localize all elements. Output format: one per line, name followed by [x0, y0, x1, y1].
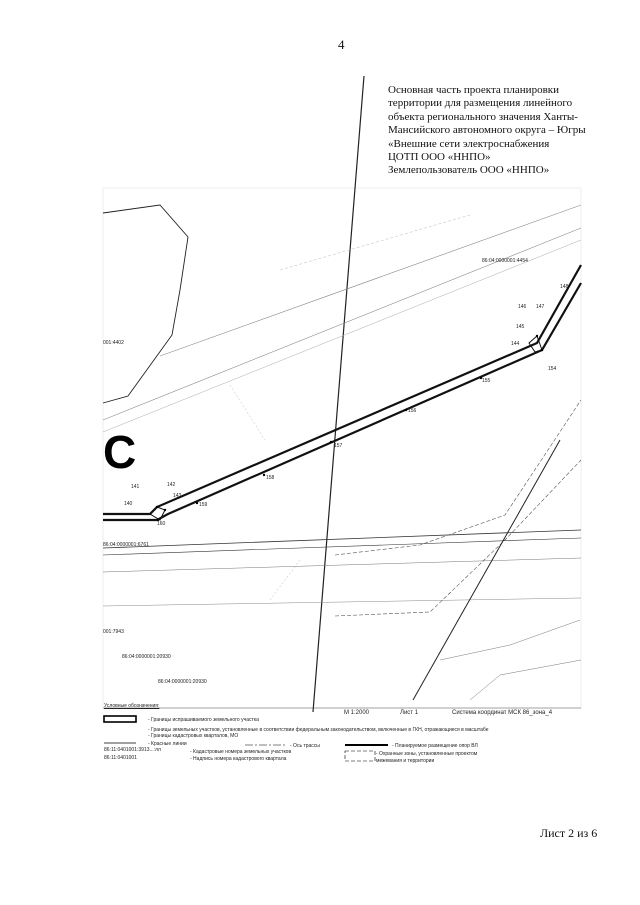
point-number: 141	[131, 484, 140, 490]
dashed-mark-2	[270, 560, 300, 600]
road-line-4	[103, 598, 581, 606]
legend-parcel: - Границы испрашиваемого земельного участка	[148, 717, 259, 723]
map-letter: C	[103, 426, 137, 478]
point-number: 140	[124, 501, 133, 507]
point-number: 159	[199, 502, 208, 508]
point-number: 142	[167, 482, 176, 488]
parcel-label: 86:04:0000001:20930	[158, 679, 207, 685]
legend-header: Условные обозначения:	[104, 703, 160, 709]
legend-quarters: - Границы кадастровых кварталов, МО	[148, 733, 239, 739]
parcel-label: 86:04:0000001:4454	[482, 258, 528, 264]
title-line: ЦОТП ООО «ННПО»	[388, 151, 491, 164]
light-line-1	[103, 228, 581, 420]
title-line: объекта регионального значения Ханты-	[388, 110, 578, 123]
point-number: 154	[548, 366, 557, 372]
map-scale: М 1:2000	[344, 710, 370, 716]
point-number: 144	[511, 341, 520, 347]
point-number: 158	[266, 475, 275, 481]
point-number: 145	[516, 324, 525, 330]
dashed-boundary	[280, 215, 470, 270]
parcel-label: 001:7943	[103, 629, 124, 635]
land-user: Землепользователь ООО «ННПО»	[388, 164, 550, 177]
parcel-boundary-upper-left	[103, 205, 188, 403]
legend-land: - Границы земельных участков, установленные в соответствии федеральным законодательством, включенные в ГКН, отражающиеся в масштабе	[148, 727, 489, 733]
parcel-label: 001:4402	[103, 340, 124, 346]
dashed-mark-1	[230, 385, 265, 440]
point-number: 160	[157, 521, 166, 527]
legend-quarter-caption: - Надпись номера кадастрового квартала	[190, 756, 287, 762]
point-number: 146	[518, 304, 527, 310]
parcel-label: 86:04:0000001:20930	[122, 654, 171, 660]
coordinate-system: Система координат МСК 86_зона_4	[452, 710, 553, 716]
legend-survey: межевания и территории	[376, 758, 435, 764]
light-line-3	[160, 205, 581, 356]
lower-right-curve	[440, 620, 580, 660]
point-number: 157	[334, 443, 343, 449]
legend-zones: - Охранные зоны, установленные проектом	[376, 751, 478, 757]
legend-supports: - Планируемое размещение опор ВЛ	[392, 743, 478, 749]
legend-sheet: Лист 1	[400, 710, 419, 716]
title-line: Основная часть проекта планировки	[388, 84, 559, 96]
legend-cad-numbers: - Кадастровые номера земельных участков	[190, 749, 292, 755]
title-line: Мансийского автономного округа – Югры	[388, 124, 586, 137]
page-number: 4	[338, 37, 345, 52]
light-line-2	[103, 240, 581, 432]
point-number: 143	[173, 493, 182, 499]
title-line: территории для размещения линейного	[388, 97, 573, 110]
road-line-1	[103, 530, 581, 548]
parcel-label: 86:04:0000001:6761	[103, 542, 149, 548]
sheet-counter: Лист 2 из 6	[540, 826, 598, 840]
corridor-upper	[103, 265, 581, 514]
lower-right-curve-2	[470, 660, 581, 700]
road-line-3	[103, 558, 581, 572]
map-legend	[104, 703, 584, 773]
legend-sample-quarter: 86:11:0401001	[104, 755, 137, 761]
point-number: 155	[482, 378, 491, 384]
legend-axis: - Ось трассы	[290, 743, 320, 749]
point-number: 148	[560, 284, 569, 290]
point-number: 147	[536, 304, 545, 310]
title-line: «Внешние сети электроснабжения	[388, 137, 550, 150]
diagonal-line-right	[413, 440, 560, 700]
route-axis-vertical	[313, 76, 364, 712]
legend-sample-cad: 86:11:0401001:3913...:лл	[104, 747, 161, 753]
road-line-2	[103, 538, 581, 555]
point-number: 156	[408, 408, 417, 414]
legend-red-lines: - Красные линии	[148, 741, 187, 747]
